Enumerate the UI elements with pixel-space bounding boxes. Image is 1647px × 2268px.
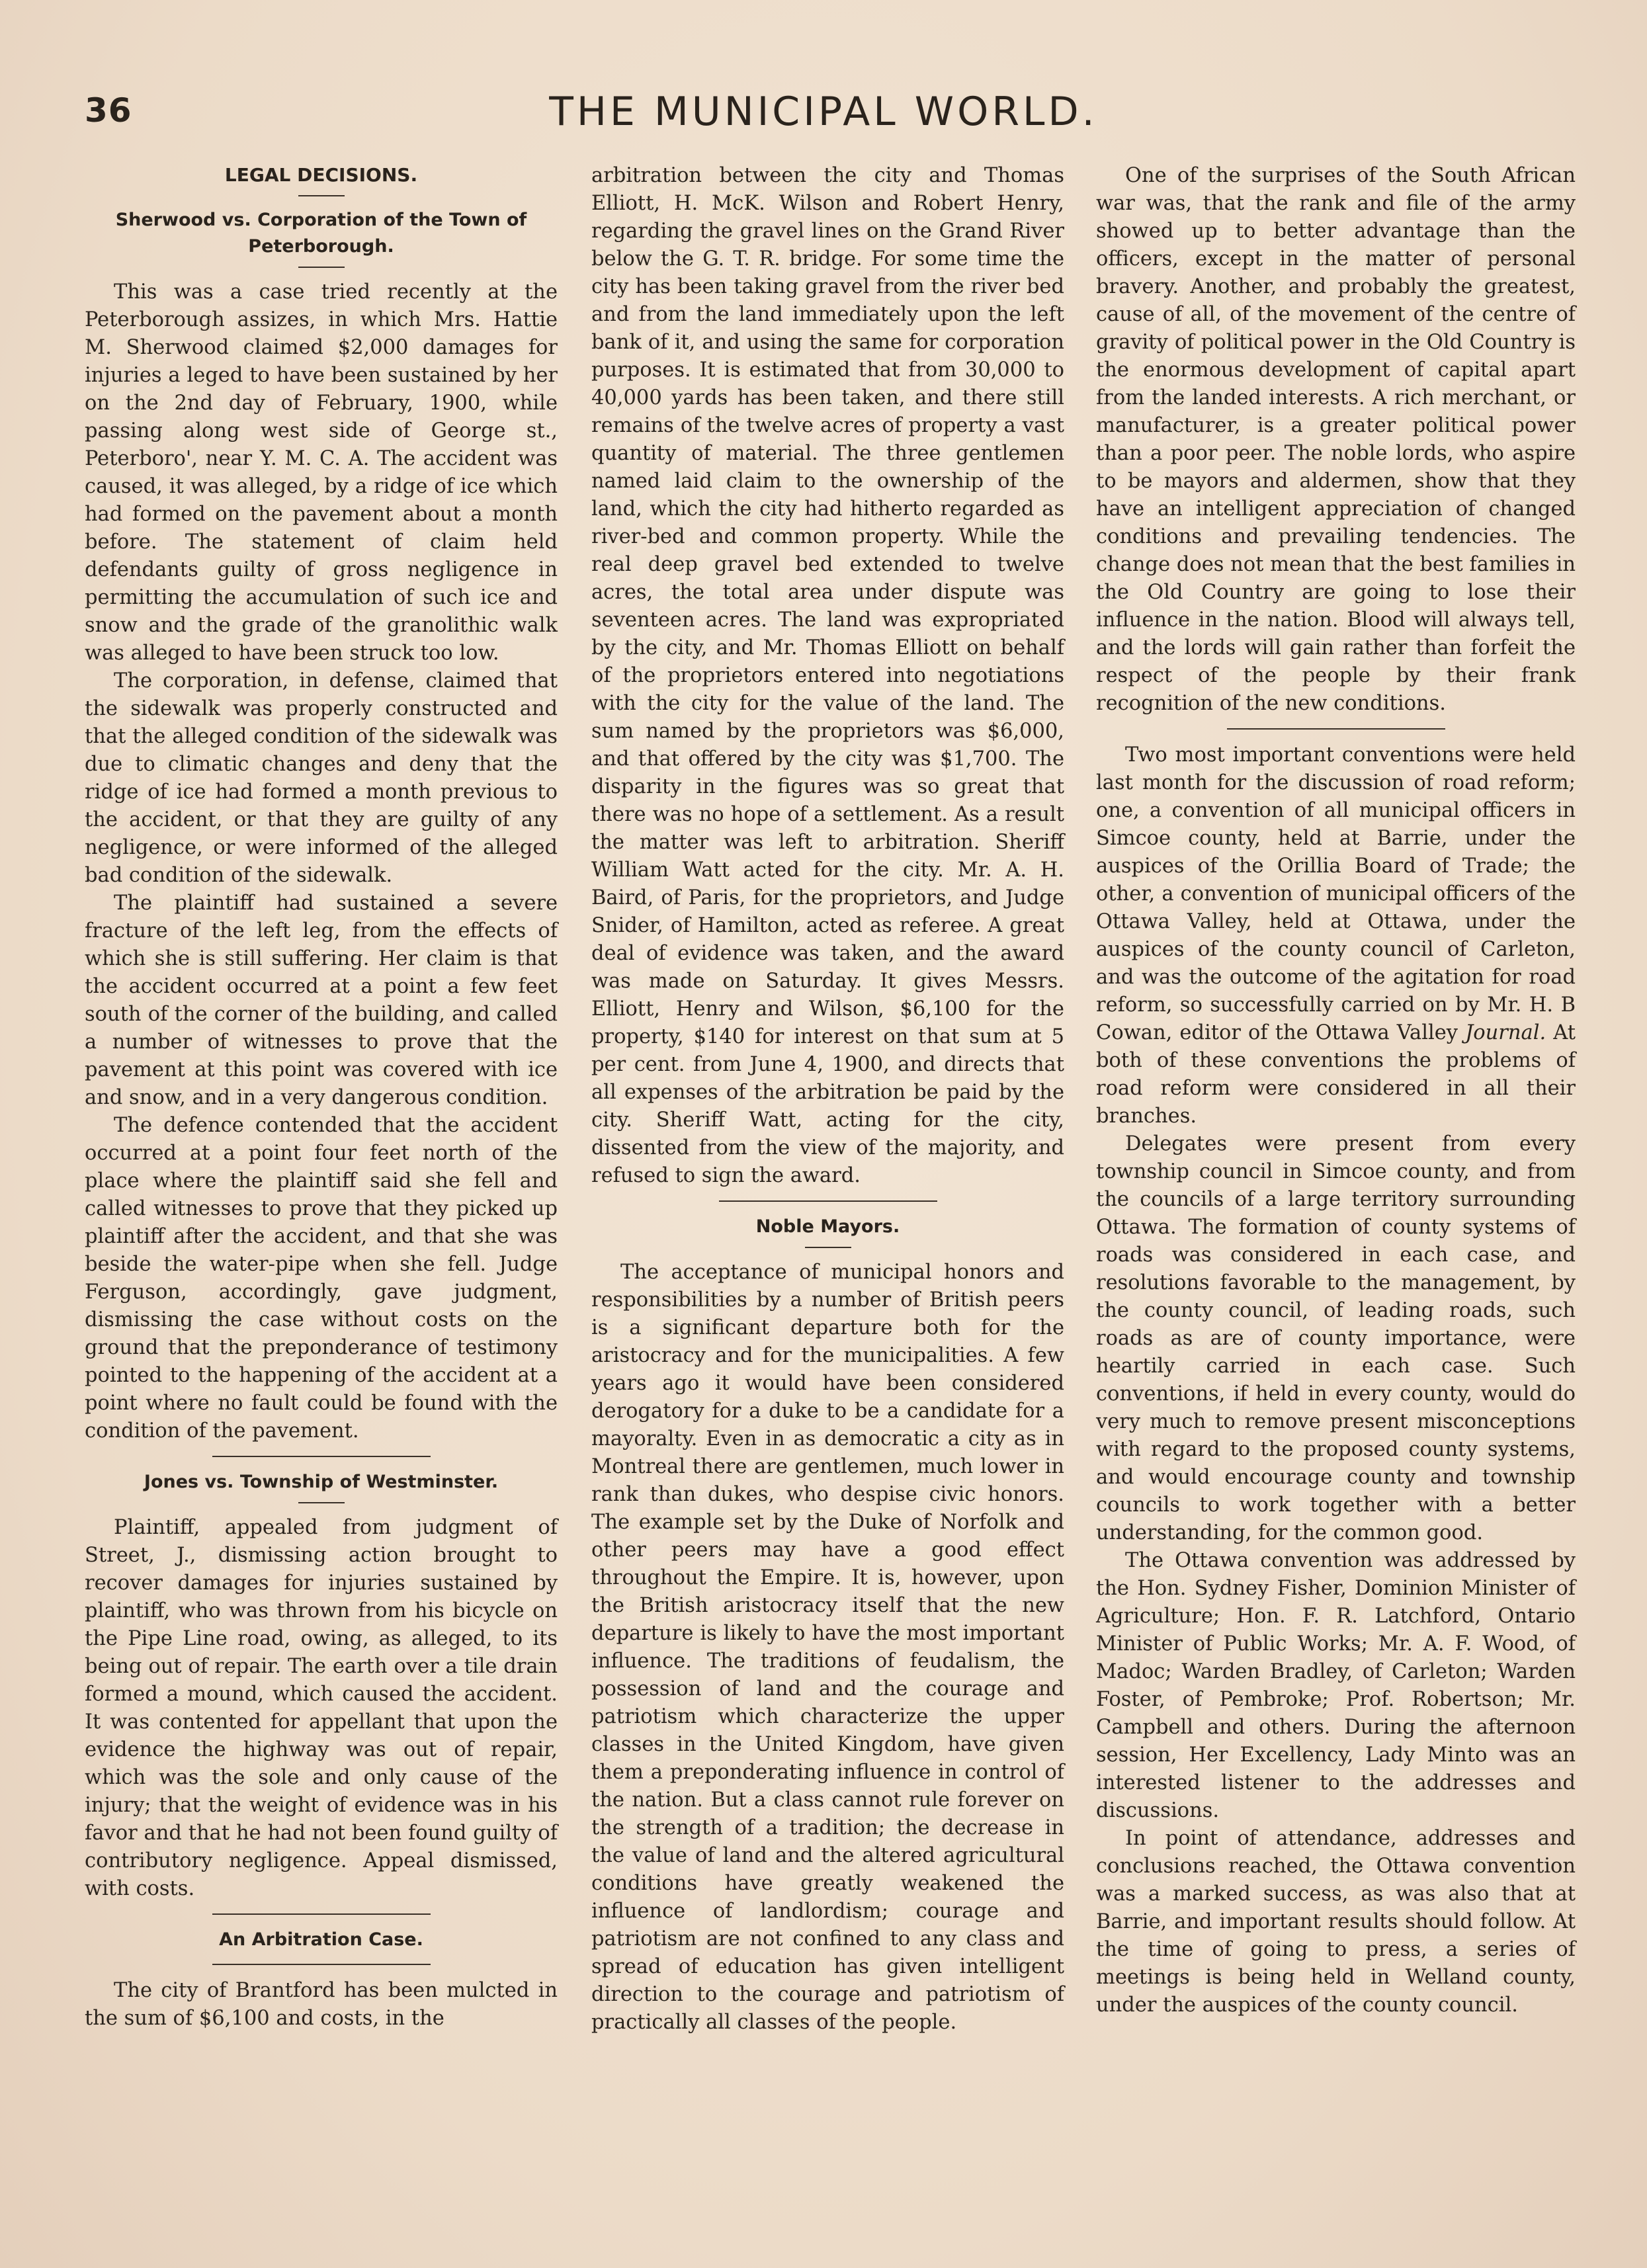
paragraph — [1096, 741, 1576, 1130]
divider — [805, 1247, 851, 1248]
divider — [298, 1502, 345, 1503]
italic-text: Journal. — [1465, 1021, 1546, 1044]
page-number: 36 — [85, 91, 132, 130]
paragraph: This was a case tried recently at the Peterborough assizes, in which Mrs. Hattie M. Sherwood claimed $2,000 damages for injuries a leged to have been sustained by her on the 2nd day of February, 1900, while passing along west side of George st., Peterboro', near Y. M. C. A. The accident was caused, it was alleged, by a ridge of ice which had formed on the pavement about a month before. The statement of claim held defendants guilty of gross negligence in permitting the accumulation of such ice and snow and the grade of the granolithic walk was alleged to have been struck too low. — [85, 280, 558, 665]
column-left — [85, 162, 558, 2033]
paragraph: The Ottawa convention was addressed by the Hon. Sydney Fisher, Dominion Minister of Agriculture; Hon. F. R. Latchford, Ontario Minister of Public Works; Mr. A. F. Wood, of Madoc; Warden Bradley, of Carleton; Warden Foster, of Pembroke; Prof. Robertson; Mr. Campbell and others. During the afternoon session, Her Excellency, Lady Minto was an interested listener to the addresses and discussions. — [1096, 1549, 1576, 1822]
paragraph: The plaintiff had sustained a severe fracture of the left leg, from the effects of which she is still suffering. Her claim is that the accident occurred at a point a few feet south of the corner of the building, and called a number of witnesses to prove that the pavement at this point was covered with ice and snow, and in a very dangerous condition. — [85, 892, 558, 1109]
divider — [298, 195, 345, 196]
divider — [212, 1456, 431, 1457]
article-title-noble-mayors: Noble Mayors. — [755, 1216, 900, 1237]
divider — [212, 1964, 431, 1965]
article-title-arbitration: An Arbitration Case. — [219, 1929, 423, 1950]
paragraph: arbitration between the city and Thomas Elliott, H. McK. Wilson and Robert Henry, regarding the gravel lines on the Grand River below the G. T. R. bridge. For some time the city has been taking gravel from the river bed and from the land immediately upon the left bank of it, and using the same for corporation purposes. It is estimated that from 30,000 to 40,000 yards has been taken, and there still remains of the twelve acres of property a vast quantity of material. The three gentlemen named laid claim to the ownership of the land, which the city had hitherto regarded as river-bed and common property. While the real deep gravel bed extended to twelve acres, the total area under dispute was seventeen acres. The land was expropriated by the city, and Mr. Thomas Elliott on behalf of the proprietors entered into negotiations with the city for the value of the land. The sum named by the proprietors was $6,000, and that offered by the city was $1,700. The disparity in the figures was so great that there was no hope of a settlement. As a result the matter was left to arbitration. Sheriff William Watt acted for the city. Mr. A. H. Baird, of Paris, for the proprietors, and Judge Snider, of Hamilton, acted as referee. A great deal of evidence was taken, and the award was made on Saturday. It gives Messrs. Elliott, Henry and Wilson, $6,100 for the property, $140 for interest on that sum at 5 per cent. from June 4, 1900, and directs that all expenses of the arbitration be paid by the city. Sheriff Watt, acting for the city, dissented from the view of the majority, and refused to sign the award. — [591, 164, 1064, 1187]
paragraph: The corporation, in defense, claimed that the sidewalk was properly constructed and that the alleged condition of the sidewalk was due to climatic changes and deny that the ridge of ice had formed a month previous to the accident, or that they are guilty of any negligence, or were informed of the alleged bad condition of the sidewalk. — [85, 669, 558, 887]
divider — [719, 1200, 937, 1202]
text-run: At both of these conventions the problems of road reform were considered in all their branches. — [1096, 1021, 1576, 1128]
paragraph: In point of attendance, addresses and conclusions reached, the Ottawa convention was a marked success, as was also that at Barrie, and important results should follow. At the time of going to press, a series of meetings is being held in Welland county, under the auspices of the county council. — [1096, 1827, 1576, 2017]
paragraph: Plaintiff, appealed from judgment of Street, J., dismissing action brought to recover damages for injuries sustained by plaintiff, who was thrown from his bicycle on the Pipe Line road, owing, as alleged, to its being out of repair. The earth over a tile drain formed a mound, which caused the accident. It was contented for appellant that upon the evidence the highway was out of repair, which was the sole and only cause of the injury; that the weight of evidence was in his favor and that he had not been found guilty of contributory negligence. Appeal dismissed, with costs. — [85, 1516, 558, 1900]
paragraph: The city of Brantford has been mulcted in the sum of $6,100 and costs, in the — [85, 1979, 558, 2030]
section-heading-legal-decisions: LEGAL DECISIONS. — [224, 164, 418, 186]
article-title-sherwood: Sherwood vs. Corporation of the Town of Peterborough. — [115, 210, 527, 257]
text-run: Two most important conventions were held last month for the discussion of road reform; one, a convention of all municipal officers in Simcoe county, held at Barrie, under the auspices of the Orillia Board of Trade; the other, a convention of municipal officers of the Ottawa Valley, held at Ottawa, under the auspices of the county council of Carleton, and was the outcome of the agitation for road reform, so successfully carried on by Mr. H. B Cowan, editor of the Ottawa Valley — [1096, 743, 1576, 1044]
article-title-jones: Jones vs. Township of Westminster. — [144, 1472, 499, 1492]
paragraph: One of the surprises of the South African war was, that the rank and file of the army showed up to better advantage than the officers, except in the matter of personal bravery. Another, and probably the greatest, cause of all, of the movement of the centre of gravity of political power in the Old Country is the enormous development of capital apart from the landed interests. A rich merchant, or manufacturer, is a greater political power than a poor peer. The noble lords, who aspire to be mayors and aldermen, show that they have an intelligent appreciation of changed conditions and prevailing tendencies. The change does not mean that the best families in the Old Country are going to lose their influence in the nation. Blood will always tell, and the lords will gain rather than forfeit the respect of the people by their frank recognition of the new conditions. — [1096, 164, 1576, 715]
divider — [212, 1913, 431, 1915]
column-right — [1096, 162, 1576, 2019]
paragraph: The defence contended that the accident occurred at a point four feet north of the place where the plaintiff said she fell and called witnesses to prove that they picked up plaintiff after the accident, and that she was beside the water-pipe when she fell. Judge Ferguson, accordingly, gave judgment, dismissing the case without costs on the ground that the preponderance of testimony pointed to the happening of the accident at a point where no fault could be found with the condition of the pavement. — [85, 1114, 558, 1443]
column-middle — [591, 162, 1064, 2037]
divider — [298, 267, 345, 268]
paragraph: Delegates were present from every township council in Simcoe county, and from the councils of a large territory surrounding Ottawa. The formation of county systems of roads was considered in each case, and resolutions favorable to the management, by the county council, of leading roads, such roads as are of county importance, were heartily carried in each case. Such conventions, if held in every county, would do very much to remove present misconceptions with regard to the proposed county systems, and would encourage county and township councils to work together with a better understanding, for the common good. — [1096, 1132, 1576, 1544]
paragraph: The acceptance of municipal honors and responsibilities by a number of British peers is a significant departure both for the aristocracy and for the municipalities. A few years ago it would have been considered derogatory for a duke to be a candidate for a mayoralty. Even in as democratic a city as in Montreal there are gentlemen, much lower in rank than dukes, who despise civic honors. The example set by the Duke of Norfolk and other peers may have a good effect throughout the Empire. It is, however, upon the British aristocracy itself that the new departure is likely to have the most important influence. The traditions of feudalism, the possession of land and the courage and patriotism which characterize the upper classes in the United Kingdom, have given them a preponderating influence in control of the nation. But a class cannot rule forever on the strength of a tradition; the decrease in the value of land and the altered agricultural conditions have greatly weakened the influence of landlordism; courage and patriotism are not confined to any class and spread of education has given intelligent direction to the courage and patriotism of practically all classes of the people. — [591, 1261, 1064, 2034]
divider — [1227, 728, 1445, 730]
masthead-title: THE MUNICIPAL WORLD. — [549, 89, 1098, 135]
